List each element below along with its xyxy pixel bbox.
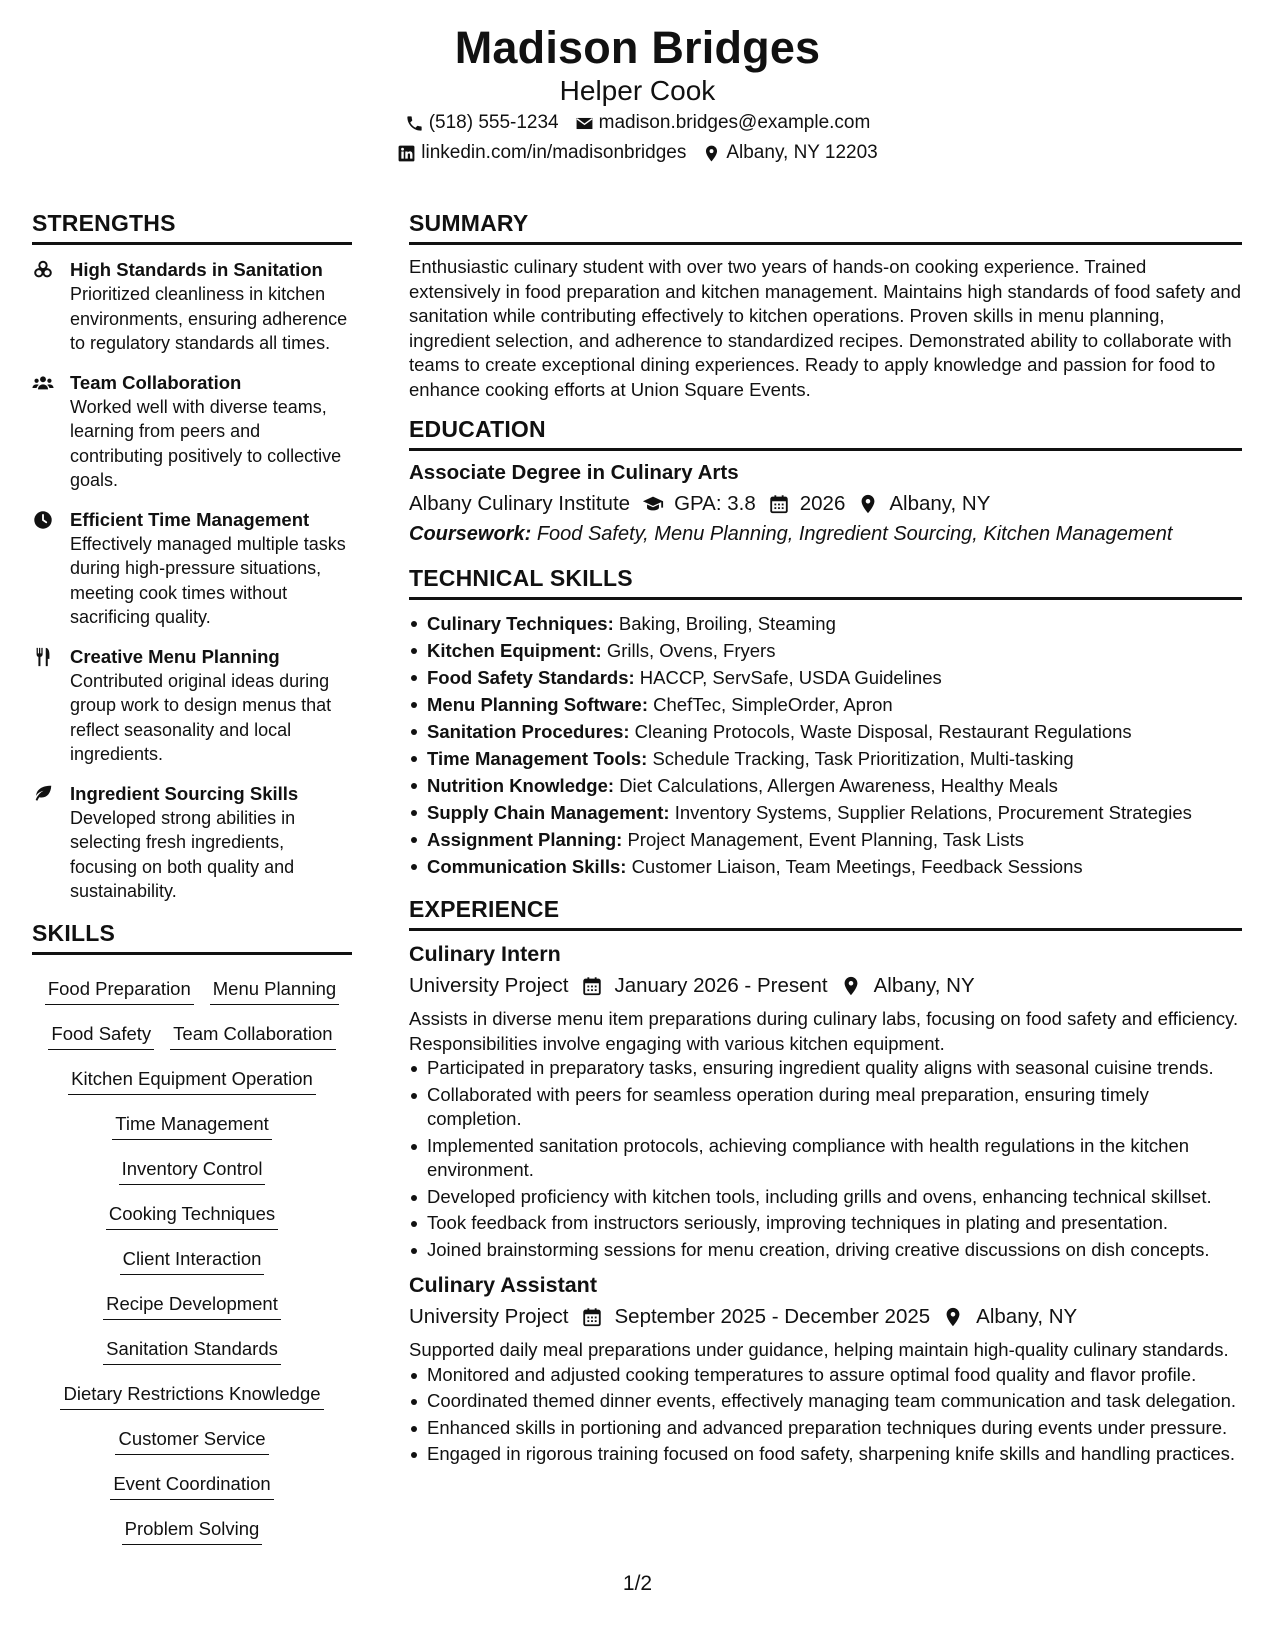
strength-description: Developed strong abilities in selecting fresh ingredients, focusing on both quality and sustainability.: [70, 807, 296, 901]
job-description: Assists in diverse menu item preparations during culinary labs, focusing on food safety and efficiency. Responsibilities involve engaging with various kitchen equipment.: [409, 1008, 1239, 1054]
list-item: [409, 799, 1242, 826]
contact-row-2: [0, 138, 1275, 168]
technical-skills-list: [409, 610, 1242, 880]
job-dates: January 2026 - Present: [614, 974, 828, 997]
education-meta: [409, 489, 1242, 519]
right-column: [409, 208, 1242, 1473]
list-item: [409, 718, 1242, 745]
skill-tag: Food Safety: [48, 1019, 154, 1050]
list-item: [409, 637, 1242, 664]
tech-skill-value: Schedule Tracking, Task Prioritization, Multi-tasking: [652, 748, 1074, 769]
summary-heading: SUMMARY: [409, 208, 1242, 245]
skill-tag: Problem Solving: [122, 1514, 263, 1545]
list-item: Engaged in rigorous training focused on food safety, sharpening knife skills and handling practices.: [409, 1442, 1242, 1467]
page-number: 1/2: [622, 1572, 653, 1595]
candidate-name: Madison Bridges: [454, 22, 821, 73]
tech-skill-value: Cleaning Protocols, Waste Disposal, Restaurant Regulations: [634, 721, 1132, 742]
job-bullets: [409, 1056, 1242, 1262]
technical-skills-heading: TECHNICAL SKILLS: [409, 563, 1242, 600]
tech-skill-value: Inventory Systems, Supplier Relations, Procurement Strategies: [674, 802, 1192, 823]
strength-description: Prioritized cleanliness in kitchen environments, ensuring adherence to regulatory standards all times.: [70, 284, 348, 353]
summary-text: Enthusiastic culinary student with over two years of hands-on cooking experience. Trained extensively in food preparation and kitchen management. Maintains high standards of food safety and sanitation while contributing effectively to kitchen operations. Proven skills in menu planning, ingredient selection, and adherence to standardized recipes. Demonstrated ability to collaborate with teams to create exceptional dining experiences. Ready to apply knowledge and passion for food to enhance cooking efforts at Union Square Events.: [409, 256, 1241, 400]
coursework-label: Coursework:: [409, 523, 532, 545]
tech-skill-value: HACCP, ServSafe, USDA Guidelines: [639, 667, 942, 688]
tech-skill-label: Culinary Techniques:: [427, 613, 614, 634]
resume-header: [0, 20, 1275, 168]
skill-tag: Team Collaboration: [170, 1019, 335, 1050]
list-item: [409, 664, 1242, 691]
linkedin-contact[interactable]: [397, 138, 686, 168]
strength-description: Effectively managed multiple tasks during high-pressure situations, meeting cook times without sacrificing quality.: [70, 533, 346, 627]
list-item: Participated in preparatory tasks, ensuring ingredient quality aligns with seasonal cuisine trends.: [409, 1056, 1242, 1081]
strength-description: Worked well with diverse teams, learning from peers and contributing positively to collective goals.: [70, 396, 342, 490]
job-dates: September 2025 - December 2025: [614, 1305, 931, 1328]
graduation-cap-icon: [642, 493, 664, 515]
job-organization: University Project: [409, 974, 569, 997]
utensils-icon: [32, 646, 54, 668]
skill-tag: Kitchen Equipment Operation: [68, 1064, 316, 1095]
phone-contact: [405, 108, 559, 138]
job-meta: [409, 971, 1242, 1001]
left-column: [32, 208, 352, 1552]
tech-skill-value: Project Management, Event Planning, Task Lists: [627, 829, 1025, 850]
job-role: Culinary Intern: [409, 942, 561, 966]
education-heading: EDUCATION: [409, 414, 1242, 451]
tech-skill-value: Grills, Ovens, Fryers: [606, 640, 776, 661]
map-pin-icon: [942, 1306, 964, 1328]
job-organization: University Project: [409, 1305, 569, 1328]
skill-tag: Recipe Development: [103, 1289, 281, 1320]
email-text: madison.bridges@example.com: [598, 112, 871, 133]
tech-skill-label: Kitchen Equipment:: [427, 640, 602, 661]
skill-tag: Inventory Control: [119, 1154, 266, 1185]
list-item: [409, 745, 1242, 772]
tech-skill-label: Communication Skills:: [427, 856, 627, 877]
experience-entry: [409, 1270, 1242, 1467]
strength-title: Ingredient Sourcing Skills: [70, 782, 299, 804]
strength-item: [32, 644, 352, 767]
degree-title: Associate Degree in Culinary Arts: [409, 461, 739, 484]
strength-item: [32, 370, 352, 493]
tech-skill-value: ChefTec, SimpleOrder, Apron: [653, 694, 893, 715]
skill-tag: Menu Planning: [210, 974, 339, 1005]
location-text: Albany, NY 12203: [726, 142, 878, 163]
tech-skill-value: Diet Calculations, Allergen Awareness, Healthy Meals: [619, 775, 1058, 796]
map-pin-icon: [840, 975, 862, 997]
tech-skill-value: Customer Liaison, Team Meetings, Feedback Sessions: [631, 856, 1083, 877]
skill-tag: Dietary Restrictions Knowledge: [60, 1379, 323, 1410]
phone-icon: [405, 114, 424, 133]
list-item: Joined brainstorming sessions for menu creation, driving creative discussions on dish concepts.: [409, 1238, 1242, 1263]
list-item: [409, 853, 1242, 880]
skill-tag: Cooking Techniques: [106, 1199, 278, 1230]
job-bullets: [409, 1363, 1242, 1467]
job-role: Culinary Assistant: [409, 1273, 597, 1297]
gpa-text: GPA: 3.8: [674, 492, 756, 515]
skill-tag: Food Preparation: [45, 974, 194, 1005]
list-item: [409, 826, 1242, 853]
biohazard-icon: [32, 259, 54, 281]
list-item: [409, 772, 1242, 799]
list-item: Developed proficiency with kitchen tools, including grills and ovens, enhancing technical skillset.: [409, 1185, 1242, 1210]
skill-tag: Event Coordination: [110, 1469, 273, 1500]
calendar-icon: [581, 975, 603, 997]
tech-skill-label: Menu Planning Software:: [427, 694, 648, 715]
envelope-icon: [575, 114, 594, 133]
list-item: Implemented sanitation protocols, achieving compliance with health regulations in the kitchen environment.: [409, 1134, 1242, 1183]
skill-tag: Client Interaction: [120, 1244, 265, 1275]
skills-list: [32, 967, 352, 1552]
strength-item: [32, 257, 352, 356]
map-pin-icon: [702, 144, 721, 163]
phone-text: (518) 555-1234: [428, 112, 559, 133]
school-location: Albany, NY: [889, 492, 991, 515]
tech-skill-label: Nutrition Knowledge:: [427, 775, 615, 796]
skill-tag: Time Management: [112, 1109, 272, 1140]
strength-description: Contributed original ideas during group work to design menus that reflect seasonality and local ingredients.: [70, 670, 332, 764]
strength-title: Creative Menu Planning: [70, 645, 280, 667]
skills-heading: SKILLS: [32, 918, 352, 955]
linkedin-icon: [397, 144, 416, 163]
strength-item: [32, 507, 352, 630]
strengths-heading: STRENGTHS: [32, 208, 352, 245]
experience-entry: [409, 939, 1242, 1262]
contact-row-1: [0, 108, 1275, 138]
job-location: Albany, NY: [873, 974, 975, 997]
job-location: Albany, NY: [976, 1305, 1078, 1328]
school-name: Albany Culinary Institute: [409, 492, 631, 515]
job-description: Supported daily meal preparations under guidance, helping maintain high-quality culinary standards.: [409, 1339, 1229, 1360]
list-item: Collaborated with peers for seamless operation during meal preparation, ensuring timely completion.: [409, 1083, 1242, 1132]
strength-title: Efficient Time Management: [70, 508, 310, 530]
calendar-icon: [581, 1306, 603, 1328]
list-item: [409, 610, 1242, 637]
email-contact[interactable]: [575, 108, 871, 138]
tech-skill-value: Baking, Broiling, Steaming: [618, 613, 836, 634]
graduation-year: 2026: [799, 492, 846, 515]
list-item: Enhanced skills in portioning and advanced preparation techniques during events under pressure.: [409, 1416, 1242, 1441]
tech-skill-label: Assignment Planning:: [427, 829, 623, 850]
users-icon: [32, 372, 54, 394]
location-contact: [702, 138, 877, 168]
linkedin-text: linkedin.com/in/madisonbridges: [421, 142, 687, 163]
leaf-icon: [32, 783, 54, 805]
experience-heading: EXPERIENCE: [409, 894, 1242, 931]
coursework-list: Food Safety, Menu Planning, Ingredient Sourcing, Kitchen Management: [536, 523, 1173, 545]
list-item: Took feedback from instructors seriously, improving techniques in plating and presentation.: [409, 1211, 1242, 1236]
strengths-list: [32, 257, 352, 904]
strength-item: [32, 781, 352, 904]
list-item: [409, 691, 1242, 718]
job-meta: [409, 1302, 1242, 1332]
clock-icon: [32, 509, 54, 531]
calendar-icon: [768, 493, 790, 515]
candidate-title: Helper Cook: [559, 75, 716, 106]
skill-tag: Sanitation Standards: [103, 1334, 281, 1365]
strength-title: Team Collaboration: [70, 371, 242, 393]
tech-skill-label: Sanitation Procedures:: [427, 721, 630, 742]
coursework: [409, 519, 1242, 549]
tech-skill-label: Supply Chain Management:: [427, 802, 670, 823]
tech-skill-label: Time Management Tools:: [427, 748, 648, 769]
map-pin-icon: [857, 493, 879, 515]
list-item: Monitored and adjusted cooking temperatures to assure optimal food quality and flavor profile.: [409, 1363, 1242, 1388]
strength-title: High Standards in Sanitation: [70, 259, 323, 280]
tech-skill-label: Food Safety Standards:: [427, 667, 635, 688]
list-item: Coordinated themed dinner events, effectively managing team communication and task delegation.: [409, 1389, 1242, 1414]
skill-tag: Customer Service: [115, 1424, 268, 1455]
